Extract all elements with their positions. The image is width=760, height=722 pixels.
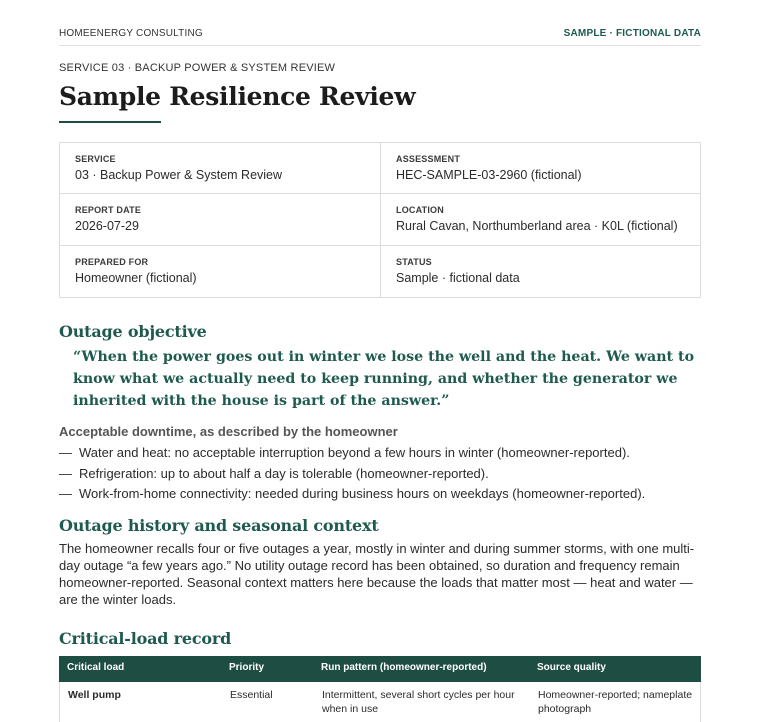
downtime-subheading: Acceptable downtime, as described by the homeowner xyxy=(59,424,398,439)
meta-value: Homeowner (fictional) xyxy=(75,270,197,285)
history-paragraph: The homeowner recalls four or five outages a year, mostly in winter and during summer storms, with one multi-day outage “a few years ago.” No utility outage record has been obtained, so duration and frequency remain homeowner-reported. Seasonal context matters here because the loads that matter most — heat and water — are the winter loads. xyxy=(59,541,695,607)
meta-prepared-for xyxy=(60,246,380,297)
table-cell: Intermittent, several short cycles per hour when in use xyxy=(322,689,515,715)
meta-location xyxy=(380,194,700,245)
table-header xyxy=(59,656,701,682)
section-heading-critical-loads: Critical-load record xyxy=(59,629,232,648)
table-cell: Homeowner-reported; nameplate photograph xyxy=(538,689,693,715)
column-header: Run pattern (homeowner-reported) xyxy=(321,662,487,673)
list-item-text: Work-from-home connectivity: needed during business hours on weekdays (homeowner-reported). xyxy=(79,486,646,501)
table-cell: Essential xyxy=(230,689,273,701)
dash-bullet: — xyxy=(59,465,72,481)
homeowner-quote: “When the power goes out in winter we lose the well and the heat. We want to know what we actually need to keep running, and whether the generator we inherited with the house is part of the answer.” xyxy=(73,349,695,409)
meta-report-date xyxy=(60,194,380,245)
dash-bullet: — xyxy=(59,486,72,501)
meta-label: ASSESSMENT xyxy=(396,154,461,164)
meta-value: 03 · Backup Power & System Review xyxy=(75,168,283,182)
meta-value: 2026-07-29 xyxy=(75,219,139,234)
service-eyebrow: SERVICE 03 · BACKUP POWER & SYSTEM REVIEW xyxy=(59,62,336,74)
meta-value: Sample · fictional data xyxy=(396,270,520,285)
table-cell: Well pump xyxy=(68,689,121,701)
title-underline xyxy=(59,121,161,123)
list-item xyxy=(59,484,701,505)
section-heading-objective: Outage objective xyxy=(59,322,207,341)
list-item-text: Water and heat: no acceptable interruption beyond a few hours in winter (homeowner-reported). xyxy=(79,445,630,460)
column-header: Priority xyxy=(229,662,265,673)
list-item xyxy=(59,464,701,485)
brand-name: HOMEENERGY CONSULTING xyxy=(59,28,203,39)
meta-value: Rural Cavan, Northumberland area · K0L (fictional) xyxy=(396,219,678,234)
list-item-text: Refrigeration: up to about half a day is tolerable (homeowner-reported). xyxy=(79,465,489,481)
meta-status xyxy=(380,246,700,297)
meta-label: PREPARED FOR xyxy=(75,256,149,267)
section-heading-history: Outage history and seasonal context xyxy=(59,516,379,535)
page-title: Sample Resilience Review xyxy=(59,82,416,111)
metadata-grid xyxy=(59,142,701,298)
list-item xyxy=(59,443,701,464)
meta-label: SERVICE xyxy=(75,154,116,164)
meta-assessment xyxy=(380,143,700,194)
table-row xyxy=(59,682,701,722)
meta-value: HEC-SAMPLE-03-2960 (fictional) xyxy=(396,168,582,182)
dash-bullet: — xyxy=(59,445,72,460)
top-bar xyxy=(59,28,701,46)
column-header: Critical load xyxy=(67,662,125,673)
column-header: Source quality xyxy=(537,662,606,673)
meta-label: REPORT DATE xyxy=(75,205,142,216)
downtime-list xyxy=(59,443,701,505)
sample-badge: SAMPLE · FICTIONAL DATA xyxy=(563,28,701,39)
critical-load-table xyxy=(59,656,701,722)
meta-service xyxy=(60,143,380,194)
meta-label: STATUS xyxy=(396,256,432,267)
meta-label: LOCATION xyxy=(396,205,444,216)
